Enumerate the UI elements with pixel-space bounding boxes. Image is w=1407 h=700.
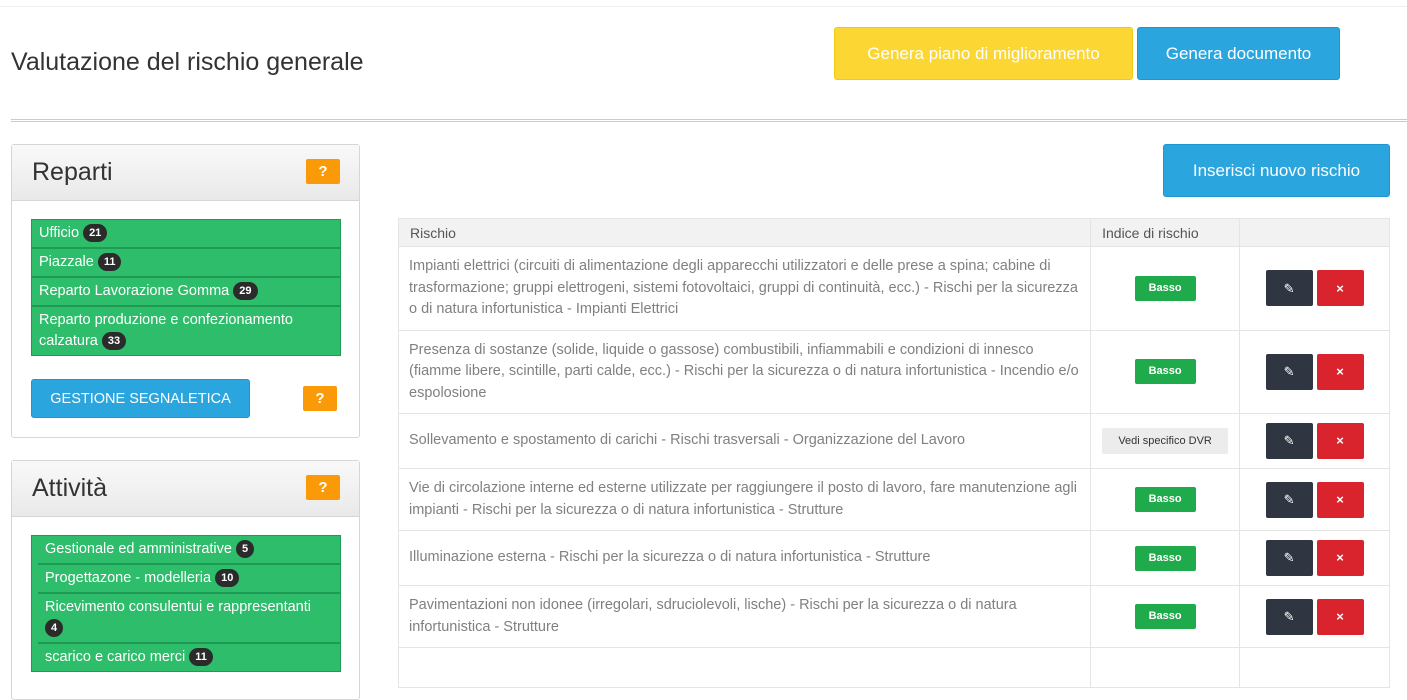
pencil-icon: ✎ bbox=[1283, 491, 1295, 507]
edit-button[interactable] bbox=[1266, 540, 1313, 576]
count-badge: 10 bbox=[215, 569, 239, 587]
attivita-label: scarico e carico merci bbox=[45, 649, 186, 665]
signage-help-button[interactable]: ? bbox=[303, 386, 337, 411]
risk-level-badge: Vedi specifico DVR bbox=[1102, 428, 1228, 454]
edit-button[interactable] bbox=[1266, 599, 1313, 635]
count-badge: 5 bbox=[236, 540, 254, 558]
row-actions bbox=[1240, 330, 1390, 414]
delete-button[interactable] bbox=[1317, 354, 1364, 390]
reparti-panel bbox=[11, 144, 360, 438]
column-risk: Rischio bbox=[399, 219, 1091, 247]
header-divider bbox=[11, 119, 1407, 122]
pencil-icon: ✎ bbox=[1283, 608, 1295, 624]
attivita-list bbox=[31, 535, 341, 672]
attivita-item-ricevimento[interactable] bbox=[38, 594, 340, 644]
reparto-item-gomma[interactable] bbox=[32, 278, 340, 307]
row-actions bbox=[1240, 531, 1390, 586]
risk-level-badge: Basso bbox=[1135, 604, 1196, 629]
table-row bbox=[399, 586, 1390, 648]
risk-level-badge: Basso bbox=[1135, 359, 1196, 384]
close-icon: × bbox=[1336, 550, 1344, 566]
column-actions bbox=[1240, 219, 1390, 247]
table-row bbox=[399, 531, 1390, 586]
risk-description: Impianti elettrici (circuiti di alimentazione degli apparecchi utilizzatori e delle prese a spina; cabine di trasformazione; gruppi elettrogeni, sistemi fotovoltaici, gruppi di continuità, ecc.) - Rischi per la sicurezza o di natura infortunistica - Impianti Elettrici bbox=[399, 247, 1091, 331]
pencil-icon: ✎ bbox=[1283, 280, 1295, 296]
attivita-label: Ricevimento consulentui e rappresentanti bbox=[45, 599, 311, 615]
reparto-label: Reparto Lavorazione Gomma bbox=[39, 283, 230, 299]
reparto-item-calzatura[interactable] bbox=[32, 307, 340, 355]
top-border bbox=[0, 6, 1407, 7]
reparto-label: Reparto produzione e confezionamento calzatura bbox=[39, 312, 293, 349]
table-row bbox=[399, 414, 1390, 469]
attivita-panel bbox=[11, 460, 360, 700]
edit-button[interactable] bbox=[1266, 423, 1313, 459]
table-row bbox=[399, 648, 1390, 688]
close-icon: × bbox=[1336, 364, 1344, 379]
risk-level-badge: Basso bbox=[1135, 487, 1196, 512]
row-actions bbox=[1240, 247, 1390, 331]
page-title: Valutazione del rischio generale bbox=[11, 48, 364, 76]
row-actions bbox=[1240, 586, 1390, 648]
risk-description: Vie di circolazione interne ed esterne utilizzate per raggiungere il posto di lavoro, fare manutenzione agli impianti - Rischi per la sicurezza o di natura infortunistica - Strutture bbox=[399, 469, 1091, 531]
reparto-label: Piazzale bbox=[39, 254, 94, 270]
risk-index-cell bbox=[1091, 247, 1240, 331]
delete-button[interactable] bbox=[1317, 423, 1364, 459]
delete-button[interactable] bbox=[1317, 270, 1364, 306]
pencil-icon: ✎ bbox=[1283, 550, 1295, 566]
risk-index-cell bbox=[1091, 330, 1240, 414]
edit-button[interactable] bbox=[1266, 354, 1313, 390]
attivita-item-progettazione[interactable] bbox=[38, 565, 340, 594]
risk-index-cell bbox=[1091, 531, 1240, 586]
close-icon: × bbox=[1336, 433, 1344, 449]
row-actions bbox=[1240, 414, 1390, 469]
risk-description: Illuminazione esterna - Rischi per la sicurezza o di natura infortunistica - Strutture bbox=[399, 531, 1091, 586]
risk-description: Presenza di sostanze (solide, liquide o gassose) combustibili, infiammabili e condizioni di innesco (fiamme libere, scintille, parti calde, ecc.) - Rischi per la sicurezza o di natura infortunistica - Incendio e/o espolosione bbox=[399, 330, 1091, 414]
close-icon: × bbox=[1336, 280, 1344, 296]
table-row bbox=[399, 247, 1390, 331]
reparti-title: Reparti bbox=[32, 158, 113, 186]
close-icon: × bbox=[1336, 491, 1344, 507]
attivita-item-gestionale[interactable] bbox=[38, 536, 340, 565]
delete-button[interactable] bbox=[1317, 482, 1364, 518]
risk-table bbox=[398, 218, 1390, 688]
count-badge: 11 bbox=[98, 253, 122, 271]
risk-index-cell bbox=[1091, 469, 1240, 531]
risk-level-badge: Basso bbox=[1135, 276, 1196, 301]
close-icon: × bbox=[1336, 608, 1344, 624]
edit-button[interactable] bbox=[1266, 270, 1313, 306]
delete-button[interactable] bbox=[1317, 540, 1364, 576]
table-row bbox=[399, 330, 1390, 414]
reparti-list bbox=[31, 219, 341, 356]
pencil-icon: ✎ bbox=[1283, 433, 1295, 449]
attivita-label: Progettazone - modelleria bbox=[45, 570, 212, 586]
attivita-help-button[interactable]: ? bbox=[306, 475, 340, 500]
risk-description: Sollevamento e spostamento di carichi - Rischi trasversali - Organizzazione del Lavoro bbox=[399, 414, 1091, 469]
generate-improvement-plan-button[interactable]: Genera piano di miglioramento bbox=[834, 27, 1133, 80]
count-badge: 21 bbox=[83, 224, 107, 242]
count-badge: 4 bbox=[45, 619, 63, 637]
row-actions bbox=[1240, 469, 1390, 531]
count-badge: 33 bbox=[102, 332, 126, 350]
attivita-label: Gestionale ed amministrative bbox=[45, 541, 232, 557]
risk-description: Pavimentazioni non idonee (irregolari, sdruciolevoli, lische) - Rischi per la sicurezza o di natura infortunistica - Strutture bbox=[399, 586, 1091, 648]
attivita-panel-header bbox=[12, 461, 359, 517]
reparti-panel-header bbox=[12, 145, 359, 201]
table-row bbox=[399, 469, 1390, 531]
attivita-title: Attività bbox=[32, 474, 108, 502]
count-badge: 29 bbox=[233, 282, 257, 300]
risk-level-badge: Basso bbox=[1135, 546, 1196, 571]
reparti-help-button[interactable]: ? bbox=[306, 159, 340, 184]
generate-document-button[interactable]: Genera documento bbox=[1137, 27, 1340, 80]
reparto-label: Ufficio bbox=[39, 225, 80, 241]
pencil-icon: ✎ bbox=[1283, 364, 1295, 379]
attivita-item-scarico[interactable] bbox=[38, 644, 340, 671]
risk-index-cell bbox=[1091, 414, 1240, 469]
table-header-row bbox=[399, 219, 1390, 247]
signage-management-button[interactable]: GESTIONE SEGNALETICA bbox=[31, 379, 250, 418]
risk-index-cell bbox=[1091, 586, 1240, 648]
delete-button[interactable] bbox=[1317, 599, 1364, 635]
column-risk-index: Indice di rischio bbox=[1091, 219, 1240, 247]
insert-new-risk-button[interactable]: Inserisci nuovo rischio bbox=[1163, 144, 1390, 197]
edit-button[interactable] bbox=[1266, 482, 1313, 518]
reparto-item-piazzale[interactable] bbox=[32, 249, 340, 278]
count-badge: 11 bbox=[189, 648, 213, 666]
reparto-item-ufficio[interactable] bbox=[32, 220, 340, 249]
